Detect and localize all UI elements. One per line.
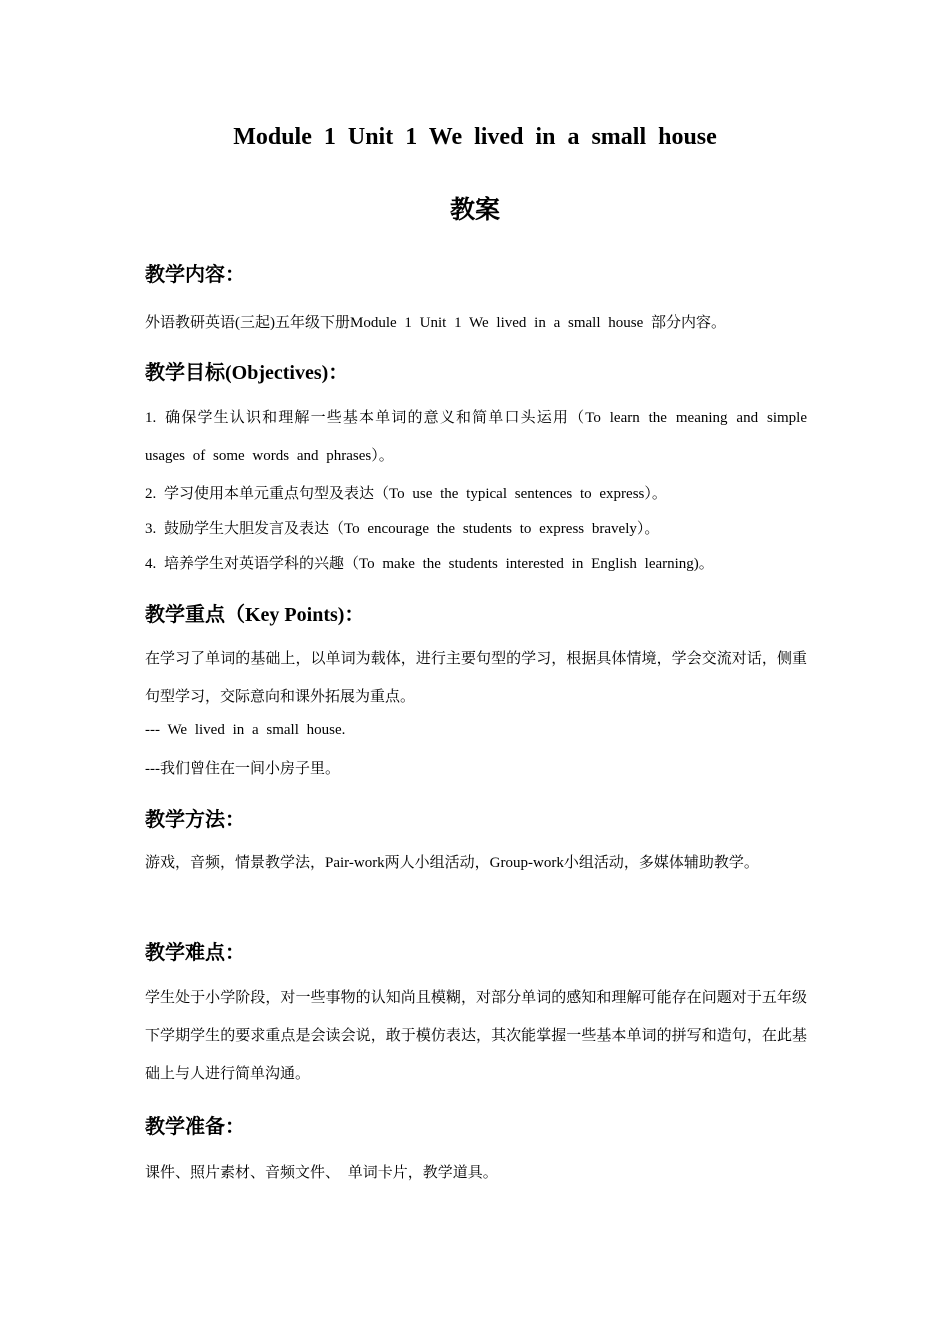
objective-item-2: 2. 学习使用本单元重点句型及表达（To use the typical sentences to express）。 [145, 486, 667, 502]
section-heading-key-points: 教学重点（Key Points)： [145, 604, 365, 626]
section-heading-content: 教学内容： [145, 264, 245, 286]
preparation-text: 课件、照片素材、音频文件、 单词卡片，教学道具。 [145, 1165, 498, 1181]
key-points-example-en: --- We lived in a small house. [145, 722, 346, 738]
difficulties-text: 学生处于小学阶段，对一些事物的认知尚且模糊，对部分单词的感知和理解可能存在问题对于五年级下学期学生的要求重点是会读会说，敢于模仿表达，其次能掌握一些基本单词的拼写和造句，在此基础上与人进行简单沟通。 [145, 990, 807, 1082]
section-heading-difficulties: 教学难点： [145, 942, 245, 964]
content-text: 外语教研英语(三起)五年级下册Module 1 Unit 1 We lived in a small house 部分内容。 [145, 315, 726, 331]
key-points-example-zh: ---我们曾住在一间小房子里。 [145, 761, 340, 777]
document-title: Module 1 Unit 1 We lived in a small house [233, 124, 717, 150]
objective-item-4: 4. 培养学生对英语学科的兴趣（To make the students interested in English learning)。 [145, 556, 714, 572]
methods-text: 游戏，音频，情景教学法，Pair-work两人小组活动，Group-work小组活动，多媒体辅助教学。 [145, 855, 759, 871]
section-heading-objectives: 教学目标(Objectives)： [145, 362, 349, 384]
objective-item-3: 3. 鼓励学生大胆发言及表达（To encourage the students to express bravely）。 [145, 521, 660, 537]
key-points-text: 在学习了单词的基础上，以单词为载体，进行主要句型的学习，根据具体情境，学会交流对话，侧重句型学习，交际意向和课外拓展为重点。 [145, 651, 807, 705]
section-heading-methods: 教学方法： [145, 809, 245, 831]
section-heading-preparation: 教学准备： [145, 1116, 245, 1138]
objective-item-1: 1. 确保学生认识和理解一些基本单词的意义和简单口头运用（To learn the meaning and simple usages of some words and phrases）。 [145, 410, 807, 464]
document-subtitle: 教案 [449, 197, 500, 224]
